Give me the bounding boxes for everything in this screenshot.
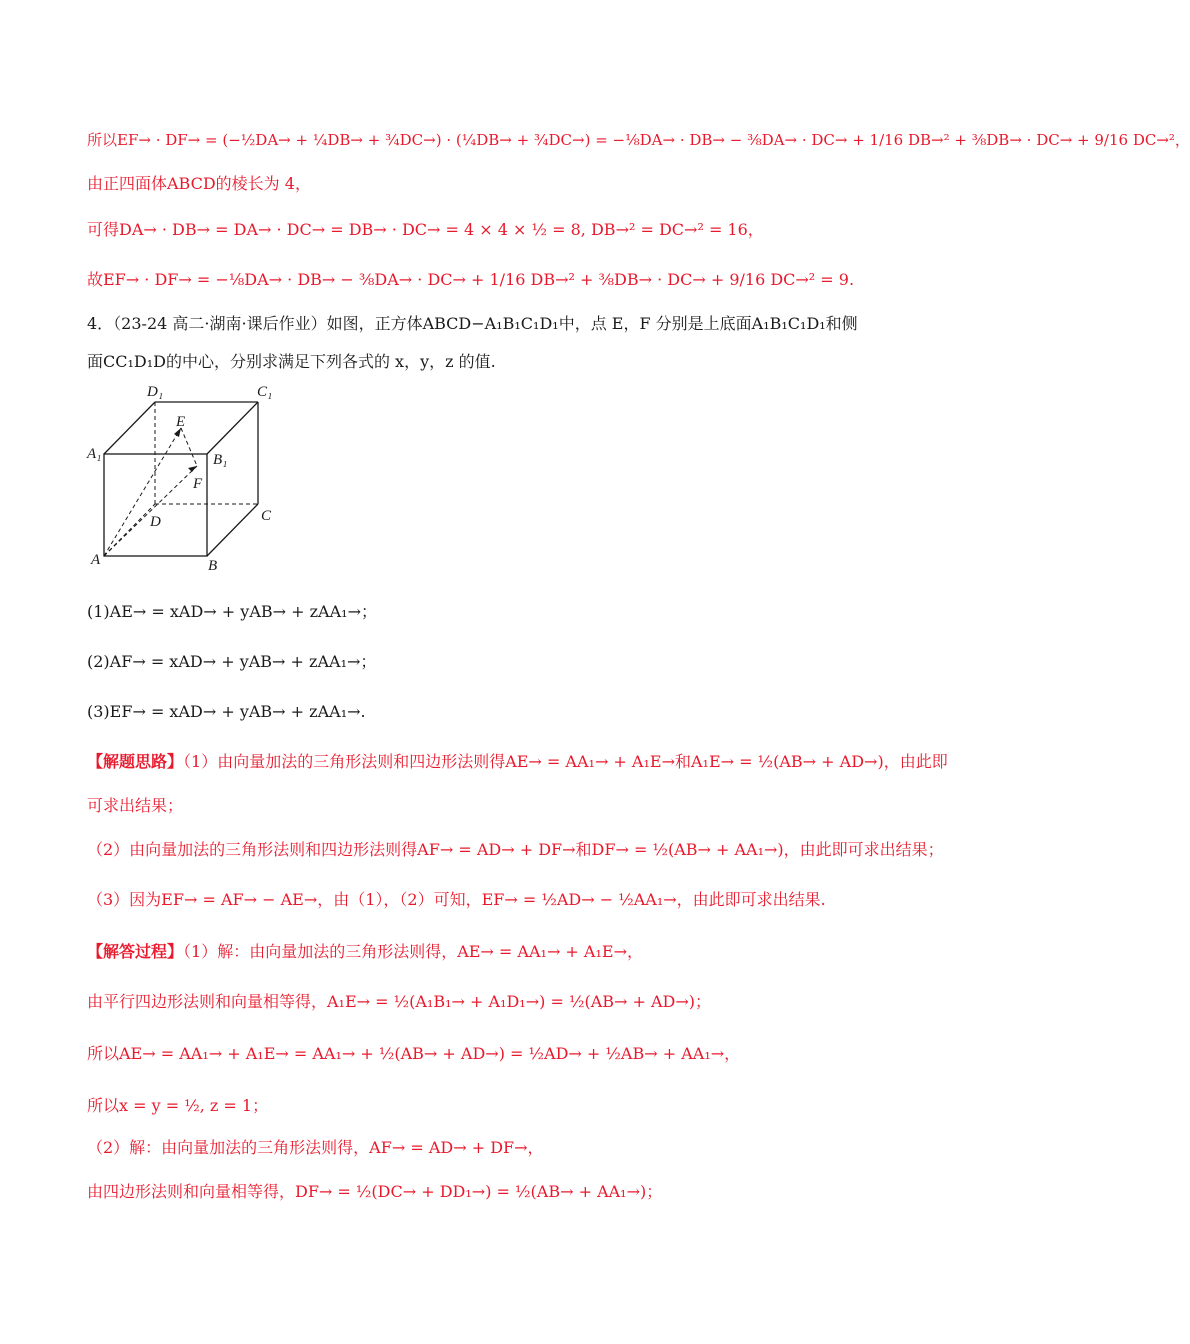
part-3: (3)EF→ = xAD→ + yAB→ + zAA₁→. [87, 702, 366, 721]
label-f: F [193, 476, 203, 492]
label-d1: D₁ [147, 384, 164, 400]
answer-line-2: 由平行四边形法则和向量相等得，A₁E→ = ½(A₁B₁→ + A₁D₁→) = ½(AB→ + AD→)； [87, 992, 712, 1011]
label-b1: B₁ [213, 452, 228, 468]
solution-idea-line-1 [87, 750, 948, 774]
line-result-9: 故EF→ · DF→ = −⅛DA→ · DB→ − ⅜DA→ · DC→ + 1/16 DB→² + ⅜DB→ · DC→ + 9/16 DC→² = 9. [87, 270, 855, 289]
label-b: B [208, 558, 218, 574]
label-c: C [261, 508, 272, 524]
part-1: (1)AE→ = xAD→ + yAB→ + zAA₁→； [87, 602, 377, 621]
vector-arrowheads [174, 428, 197, 472]
solution-idea-text: （1）由向量加法的三角形法则和四边形法则得AE→ = AA₁→ + A₁E→和A₁E→ = ½(AB→ + AD→)，由此即 [183, 752, 948, 771]
part-2: (2)AF→ = xAD→ + yAB→ + zAA₁→； [87, 652, 377, 671]
line-ef-df-expansion: 所以EF→ · DF→ = (−½DA→ + ¼DB→ + ¾DC→) · (¼DB→ + ¾DC→) = −⅛DA→ · DB→ − ⅜DA→ · DC→ + 1/16 DB→² + ⅜DB→ · DC→ + 9/16 DC→²， [87, 131, 1190, 149]
answer-tag: 【解答过程】 [87, 942, 184, 961]
solution-idea-line-4: （3）因为EF→ = AF→ − AE→，由（1），（2）可知，EF→ = ½AD→ − ½AA₁→，由此即可求出结果. [87, 890, 826, 909]
label-d: D [150, 514, 161, 530]
question-4-head: 4．（23-24 高二·湖南·课后作业）如图，正方体ABCD−A₁B₁C₁D₁中，点 E，F 分别是上底面A₁B₁C₁D₁和侧 [87, 314, 858, 333]
cube-figure [82, 382, 292, 574]
label-a1: A₁ [87, 446, 102, 462]
answer-line-5: （2）解：由向量加法的三角形法则得，AF→ = AD→ + DF→， [87, 1138, 544, 1157]
answer-line-6: 由四边形法则和向量相等得，DF→ = ½(DC→ + DD₁→) = ½(AB→ + AA₁→)； [87, 1182, 663, 1201]
question-4-continued: 面CC₁D₁D的中心，分别求满足下列各式的 x，y，z 的值. [87, 352, 496, 371]
label-c1: C₁ [257, 384, 273, 400]
solution-idea-line-2: 可求出结果； [87, 796, 184, 815]
solution-idea-line-3: （2）由向量加法的三角形法则和四边形法则得AF→ = AD→ + DF→和DF→ = ½(AB→ + AA₁→)，由此即可求出结果； [87, 840, 944, 859]
line-dot-products: 可得DA→ · DB→ = DA→ · DC→ = DB→ · DC→ = 4 × 4 × ½ = 8, DB→² = DC→² = 16， [87, 220, 764, 239]
label-e: E [176, 414, 186, 430]
answer-line-1 [87, 940, 910, 964]
line-edge-length: 由正四面体ABCD的棱长为 4， [87, 174, 311, 193]
solution-idea-tag: 【解题思路】 [87, 752, 184, 771]
label-a: A [91, 552, 101, 568]
answer-line-4: 所以x = y = ½, z = 1； [87, 1096, 269, 1115]
answer-text: （1）解：由向量加法的三角形法则得，AE→ = AA₁→ + A₁E→， [183, 942, 643, 961]
answer-line-3: 所以AE→ = AA₁→ + A₁E→ = AA₁→ + ½(AB→ + AD→) = ½AD→ + ½AB→ + AA₁→， [87, 1044, 741, 1063]
